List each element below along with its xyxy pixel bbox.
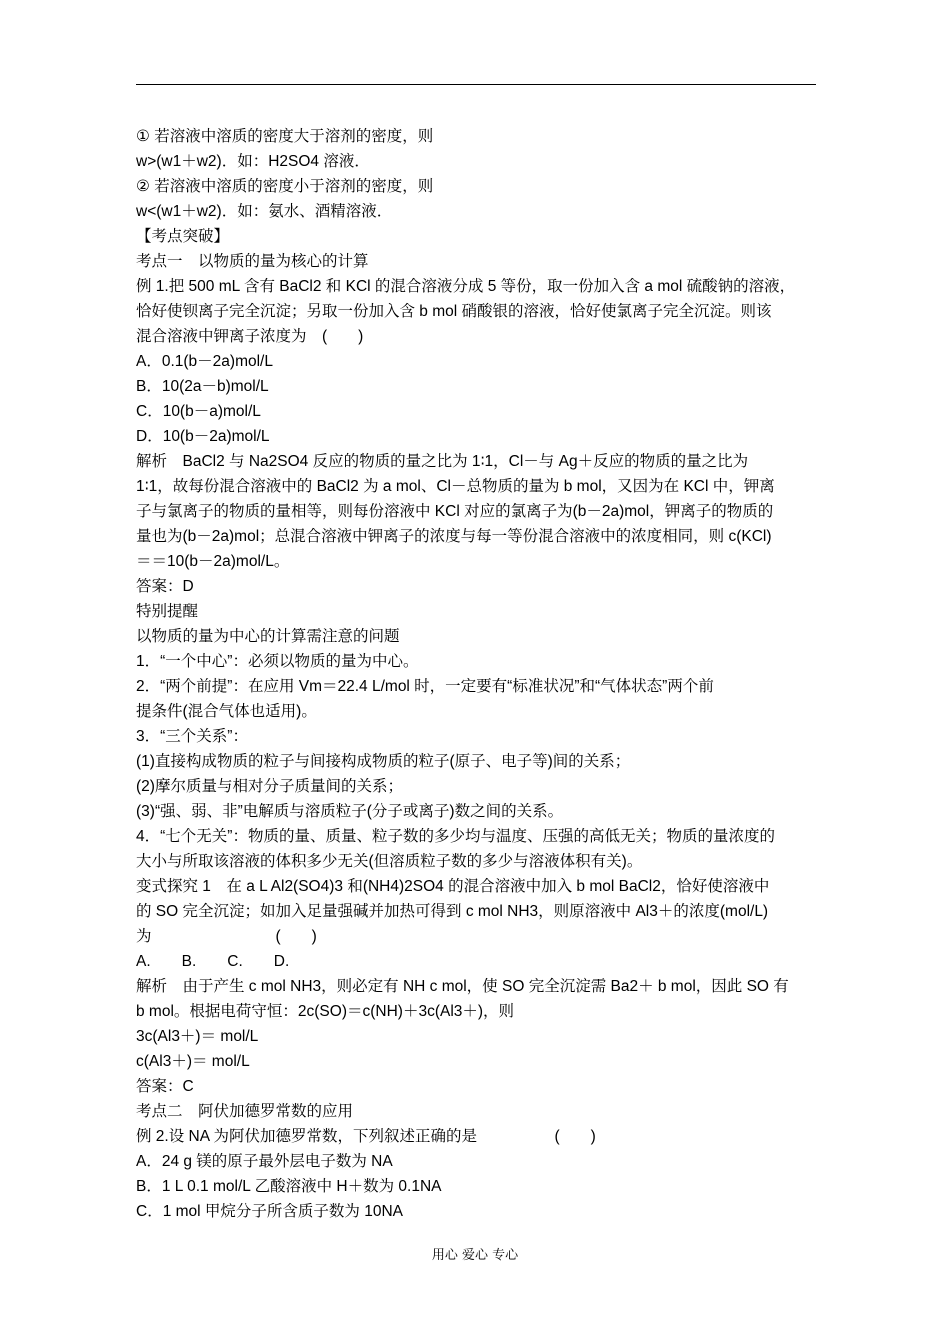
text-line: A. B. C. D. xyxy=(136,953,290,970)
text-line: (3)“强、弱、非”电解质与溶质粒子(分子或离子)数之间的关系。 xyxy=(136,803,564,820)
text-line: 答案：C xyxy=(136,1078,194,1095)
text-line: 以物质的量为中心的计算需注意的问题 xyxy=(136,628,400,645)
text-line: 考点一 以物质的量为核心的计算 xyxy=(136,253,369,270)
text-line: ① 若溶液中溶质的密度大于溶剂的密度，则 xyxy=(136,128,434,145)
text-line: 2．“两个前提”：在应用 Vm＝22.4 L/mol 时，一定要有“标准状况”和“气体状态”两个前 xyxy=(136,678,714,695)
text-line: 答案：D xyxy=(136,578,194,595)
text-line: A．0.1(b－2a)mol/L xyxy=(136,353,273,370)
text-line: 考点二 阿伏加德罗常数的应用 xyxy=(136,1103,354,1120)
text-line: 特别提醒 xyxy=(136,603,199,620)
text-line: 的 SO 完全沉淀；如加入足量强碱并加热可得到 c mol NH3，则原溶液中 Al3＋的浓度(mol/L) xyxy=(136,903,769,920)
text-line: 变式探究 1 在 a L Al2(SO4)3 和(NH4)2SO4 的混合溶液中加入 b mol BaCl2，恰好使溶液中 xyxy=(136,878,770,895)
text-line: 子与氯离子的物质的量相等，则每份溶液中 KCl 对应的氯离子为(b－2a)mol，钾离子的物质的 xyxy=(136,503,774,520)
text-line: A．24 g 镁的原子最外层电子数为 NA xyxy=(136,1153,393,1170)
text-line: 为 ( ) xyxy=(136,928,317,945)
text-line: 1．“一个中心”：必须以物质的量为中心。 xyxy=(136,653,419,670)
text-line: 1∶1，故每份混合溶液中的 BaCl2 为 a mol、Cl－总物质的量为 b mol，又因为在 KCl 中，钾离 xyxy=(136,478,775,495)
text-line: B．1 L 0.1 mol/L 乙酸溶液中 H＋数为 0.1NA xyxy=(136,1178,442,1195)
text-line: 提条件(混合气体也适用)。 xyxy=(136,703,317,720)
text-line: b mol。根据电荷守恒：2c(SO)＝c(NH)＋3c(Al3＋)，则 xyxy=(136,1003,515,1020)
header-rule xyxy=(136,84,816,85)
text-line: ② 若溶液中溶质的密度小于溶剂的密度，则 xyxy=(136,178,434,195)
text-line: 例 2.设 NA 为阿伏加德罗常数，下列叙述正确的是 ( ) xyxy=(136,1128,596,1145)
text-line: 混合溶液中钾离子浓度为 ( ) xyxy=(136,328,364,345)
text-line: w>(w1＋w2)．如：H2SO4 溶液． xyxy=(136,153,370,170)
text-line: (2)摩尔质量与相对分子质量间的关系； xyxy=(136,778,403,795)
text-line: 解析 由于产生 c mol NH3，则必定有 NH c mol，使 SO 完全沉淀需 Ba2＋ b mol，因此 SO 有 xyxy=(136,978,789,995)
text-line: 3c(Al3＋)＝ mol/L xyxy=(136,1028,259,1045)
page-footer: 用心 爱心 专心 xyxy=(431,1248,519,1263)
text-line: 解析 BaCl2 与 Na2SO4 反应的物质的量之比为 1∶1，Cl－与 Ag＋反应的物质的量之比为 xyxy=(136,453,749,470)
document-body xyxy=(136,124,818,1224)
text-line: 恰好使钡离子完全沉淀；另取一份加入含 b mol 硝酸银的溶液，恰好使氯离子完全沉淀。则该 xyxy=(136,303,772,320)
text-line: c(Al3＋)＝ mol/L xyxy=(136,1053,250,1070)
text-line: B．10(2a－b)mol/L xyxy=(136,378,269,395)
text-line: 量也为(b－2a)mol；总混合溶液中钾离子的浓度与每一等份混合溶液中的浓度相同，则 c(KCl) xyxy=(136,528,772,545)
text-line: (1)直接构成物质的粒子与间接构成物质的粒子(原子、电子等)间的关系； xyxy=(136,753,631,770)
text-line: 【考点突破】 xyxy=(136,228,230,245)
text-line: w<(w1＋w2)．如：氨水、酒精溶液． xyxy=(136,203,393,220)
text-line: D．10(b－2a)mol/L xyxy=(136,428,270,445)
text-line: C．10(b－a)mol/L xyxy=(136,403,261,420)
text-line: C．1 mol 甲烷分子所含质子数为 10NA xyxy=(136,1203,403,1220)
text-line: 3．“三个关系”： xyxy=(136,728,248,745)
text-line: 4．“七个无关”：物质的量、质量、粒子数的多少均与温度、压强的高低无关；物质的量浓度的 xyxy=(136,828,775,845)
text-line: ＝＝10(b－2a)mol/L。 xyxy=(136,553,290,570)
text-line: 大小与所取该溶液的体积多少无关(但溶质粒子数的多少与溶液体积有关)。 xyxy=(136,853,643,870)
text-line: 例 1.把 500 mL 含有 BaCl2 和 KCl 的混合溶液分成 5 等份，取一份加入含 a mol 硫酸钠的溶液， xyxy=(136,278,796,295)
